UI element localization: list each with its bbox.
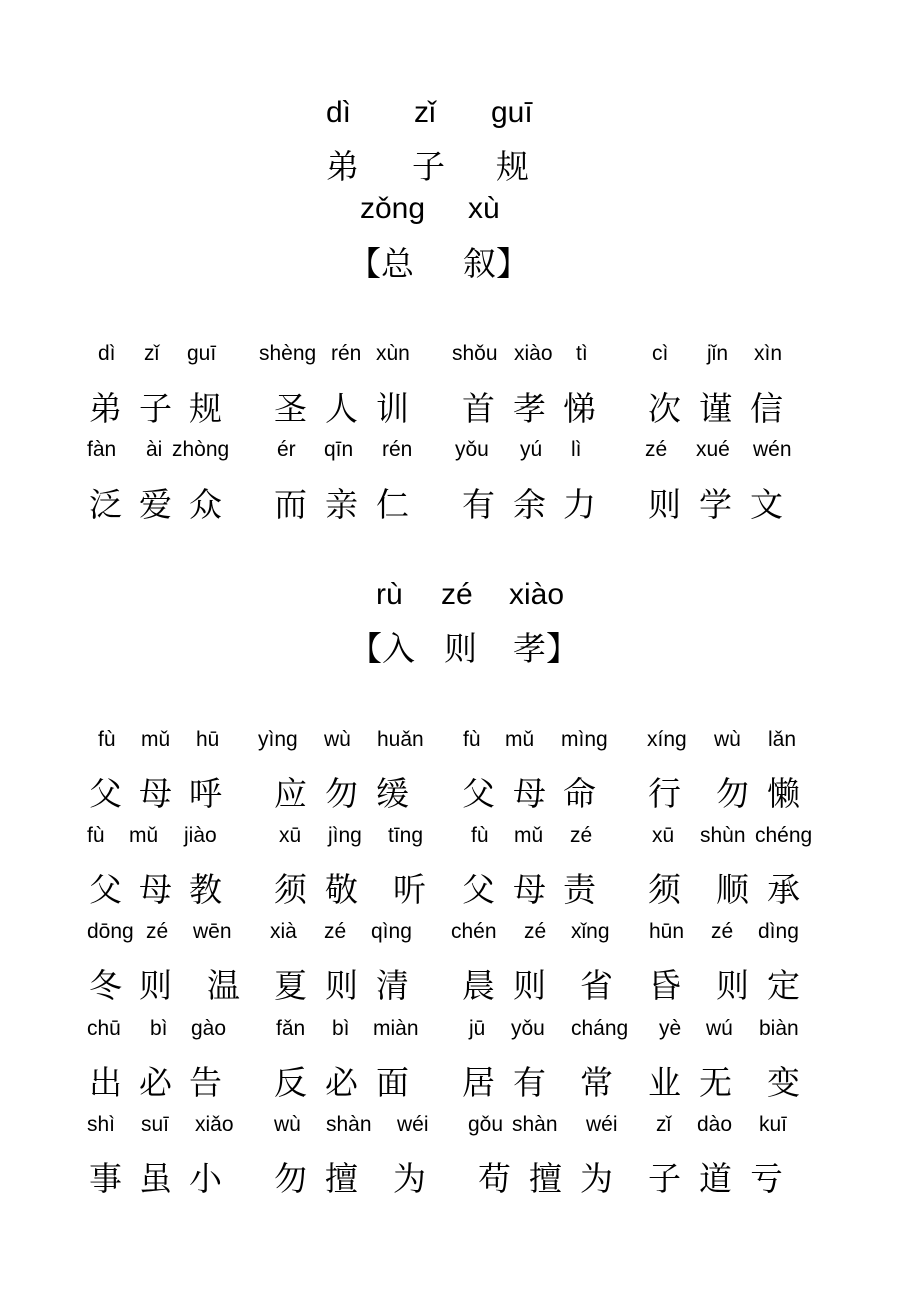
s2-l5-hanzi: 子 [648, 1159, 681, 1198]
s2-l5-pinyin: suī [141, 1113, 170, 1136]
s2-l1-hanzi: 母 [513, 774, 546, 813]
title-hanzi-1: 弟 [326, 147, 359, 186]
s2-l4-pinyin: bì [332, 1017, 350, 1040]
s2-l5-pinyin: kuī [759, 1113, 788, 1136]
s2-l5-pinyin: zǐ [656, 1113, 672, 1136]
s2-l1-pinyin: mìng [561, 728, 608, 751]
s1-l1-hanzi: 孝 [513, 389, 546, 428]
s2-l2-pinyin: jìng [328, 824, 362, 847]
s2-l2-hanzi: 承 [767, 870, 800, 909]
s2-l2-pinyin: mǔ [129, 824, 159, 847]
s2-l4-pinyin: biàn [759, 1017, 799, 1040]
s2-l3-pinyin: qìng [371, 920, 412, 943]
s1-l2-hanzi: 力 [563, 485, 596, 524]
s1-l1-hanzi: 圣 [274, 389, 307, 428]
s2-l5-hanzi: 苟 [478, 1159, 511, 1198]
s1-l1-pinyin: xìn [754, 342, 783, 365]
title-pinyin-2: zǐ [414, 96, 436, 129]
s1-l1-pinyin: cì [652, 342, 669, 365]
s2-l1-hanzi: 父 [89, 774, 122, 813]
s2-l3-pinyin: zé [524, 920, 547, 943]
s1-l2-pinyin: qīn [324, 438, 354, 461]
s2-l2-pinyin: xū [652, 824, 675, 847]
s1-l2-pinyin: zhòng [172, 438, 230, 461]
s2-l2-hanzi: 教 [189, 870, 222, 909]
s1-l1-pinyin: dì [98, 342, 116, 365]
s2-l5-pinyin: wéi [586, 1113, 618, 1136]
s2-l3-hanzi: 则 [325, 966, 358, 1005]
s1-l1-hanzi: 首 [462, 389, 495, 428]
s2-l3-pinyin: hūn [649, 920, 685, 943]
s2-l1-hanzi: 命 [563, 774, 596, 813]
s2-l2-pinyin: zé [570, 824, 593, 847]
s1-l2-pinyin: yǒu [455, 438, 489, 461]
s2-l2-pinyin: fù [87, 824, 105, 847]
s1-l2-pinyin: rén [382, 438, 413, 461]
s2-l2-pinyin: jiào [184, 824, 217, 847]
s1-l2-hanzi: 学 [699, 485, 732, 524]
s2-l1-hanzi: 应 [274, 774, 307, 813]
s2-l2-pinyin: fù [471, 824, 489, 847]
s2-l4-hanzi: 变 [767, 1063, 800, 1102]
s2-l3-pinyin: zé [711, 920, 734, 943]
s2-l3-hanzi: 夏 [274, 966, 307, 1005]
s2-l5-hanzi: 勿 [274, 1159, 307, 1198]
s2-l2-hanzi: 责 [563, 870, 596, 909]
s1-l1-pinyin: guī [187, 342, 217, 365]
s2-l1-hanzi: 父 [462, 774, 495, 813]
s2-l2-pinyin: shùn [700, 824, 746, 847]
s1-l2-pinyin: fàn [87, 438, 117, 461]
s2-l5-hanzi: 亏 [750, 1159, 783, 1198]
s2-l2-pinyin: mǔ [514, 824, 544, 847]
s2-l3-hanzi: 则 [716, 966, 749, 1005]
section2-heading-pinyin-1: rù [376, 578, 403, 611]
s2-l1-pinyin: hū [196, 728, 220, 751]
s2-l2-pinyin: tīng [388, 824, 424, 847]
s2-l4-pinyin: gào [191, 1017, 227, 1040]
s2-l2-hanzi: 父 [462, 870, 495, 909]
s1-l1-hanzi: 训 [376, 389, 409, 428]
s2-l3-hanzi: 昏 [648, 966, 681, 1005]
title-hanzi-2: 子 [412, 147, 445, 186]
s1-l2-hanzi: 仁 [376, 485, 409, 524]
s1-l1-pinyin: zǐ [144, 342, 160, 365]
section2-heading-pinyin-3: xiào [509, 578, 565, 611]
s1-l1-pinyin: rén [331, 342, 362, 365]
s1-l2-hanzi: 则 [648, 485, 681, 524]
s1-l2-hanzi: 泛 [89, 485, 122, 524]
s2-l2-hanzi: 母 [513, 870, 546, 909]
s2-l1-pinyin: yìng [258, 728, 298, 751]
s2-l2-hanzi: 敬 [325, 870, 358, 909]
s2-l4-hanzi: 业 [648, 1063, 681, 1102]
s1-l1-pinyin: jǐn [707, 342, 729, 365]
s2-l3-hanzi: 温 [207, 966, 240, 1005]
s2-l5-pinyin: gǒu [468, 1113, 504, 1136]
s2-l3-pinyin: xià [270, 920, 297, 943]
s1-l2-pinyin: lì [571, 438, 582, 461]
s2-l1-hanzi: 缓 [376, 774, 409, 813]
s2-l1-hanzi: 行 [648, 774, 681, 813]
section2-heading-hanzi-1: 【入 [349, 629, 415, 668]
s2-l3-hanzi: 省 [580, 966, 613, 1005]
s1-l2-pinyin: ér [277, 438, 296, 461]
s2-l1-pinyin: fù [98, 728, 116, 751]
s2-l5-pinyin: shàn [512, 1113, 558, 1136]
s2-l5-hanzi: 事 [89, 1159, 122, 1198]
s2-l3-hanzi: 清 [376, 966, 409, 1005]
s2-l3-pinyin: dōng [87, 920, 134, 943]
s2-l5-hanzi: 为 [580, 1159, 613, 1198]
s2-l5-pinyin: wù [274, 1113, 301, 1136]
s1-l1-pinyin: xùn [376, 342, 410, 365]
s2-l4-hanzi: 告 [189, 1063, 222, 1102]
s2-l2-hanzi: 父 [89, 870, 122, 909]
title-hanzi-3: 规 [496, 147, 529, 186]
title-pinyin-1: dì [326, 96, 352, 129]
s2-l4-pinyin: cháng [571, 1017, 629, 1040]
s1-l2-pinyin: zé [645, 438, 668, 461]
s2-l1-pinyin: huǎn [377, 728, 424, 751]
s2-l5-pinyin: shàn [326, 1113, 372, 1136]
s2-l4-hanzi: 居 [462, 1063, 495, 1102]
s1-l2-hanzi: 爱 [139, 485, 172, 524]
s1-l2-pinyin: yú [520, 438, 543, 461]
s1-l1-hanzi: 人 [325, 389, 358, 428]
title-pinyin-3: guī [491, 96, 533, 129]
s2-l5-hanzi: 道 [699, 1159, 732, 1198]
s2-l1-hanzi: 勿 [716, 774, 749, 813]
s2-l2-hanzi: 须 [648, 870, 681, 909]
s2-l1-hanzi: 勿 [325, 774, 358, 813]
section1-heading-hanzi-2: 叙】 [463, 244, 529, 283]
s2-l3-pinyin: xǐng [571, 920, 610, 943]
s2-l1-pinyin: mǔ [505, 728, 535, 751]
s2-l4-hanzi: 常 [580, 1063, 613, 1102]
s1-l1-hanzi: 弟 [89, 389, 122, 428]
s1-l1-pinyin: xiào [514, 342, 553, 365]
s2-l4-pinyin: yè [659, 1017, 682, 1040]
s1-l1-pinyin: tì [576, 342, 588, 365]
s2-l4-pinyin: jū [469, 1017, 486, 1040]
s2-l4-hanzi: 有 [513, 1063, 546, 1102]
s1-l2-pinyin: xué [696, 438, 730, 461]
s2-l4-hanzi: 必 [325, 1063, 358, 1102]
s2-l2-hanzi: 顺 [716, 870, 749, 909]
s2-l2-hanzi: 听 [393, 870, 426, 909]
s2-l5-hanzi: 虽 [139, 1159, 172, 1198]
section1-heading-hanzi-1: 【总 [348, 244, 414, 283]
s2-l4-pinyin: wú [706, 1017, 733, 1040]
s2-l3-hanzi: 定 [767, 966, 800, 1005]
s2-l5-pinyin: shì [87, 1113, 116, 1136]
s2-l5-hanzi: 擅 [325, 1159, 358, 1198]
section2-heading-hanzi-2: 则 [444, 629, 477, 668]
s2-l3-hanzi: 则 [139, 966, 172, 1005]
s1-l2-hanzi: 众 [189, 485, 222, 524]
s2-l4-pinyin: chū [87, 1017, 121, 1040]
s2-l5-hanzi: 擅 [529, 1159, 562, 1198]
s1-l2-hanzi: 有 [462, 485, 495, 524]
s2-l5-hanzi: 为 [393, 1159, 426, 1198]
s2-l4-pinyin: bì [150, 1017, 168, 1040]
s2-l4-pinyin: yǒu [511, 1017, 545, 1040]
s1-l2-pinyin: wén [753, 438, 792, 461]
s2-l1-pinyin: xíng [647, 728, 687, 751]
section1-heading-pinyin-1: zǒng [360, 192, 426, 225]
s2-l1-pinyin: wù [714, 728, 741, 751]
s1-l1-pinyin: shǒu [452, 342, 498, 365]
s1-l2-hanzi: 而 [274, 485, 307, 524]
s2-l4-pinyin: miàn [373, 1017, 419, 1040]
s2-l4-hanzi: 无 [699, 1063, 732, 1102]
s2-l4-hanzi: 反 [274, 1063, 307, 1102]
s1-l1-hanzi: 悌 [563, 389, 596, 428]
section2-heading-pinyin-2: zé [441, 578, 473, 611]
s1-l1-hanzi: 谨 [699, 389, 732, 428]
section1-heading-pinyin-2: xù [468, 192, 500, 225]
s1-l2-pinyin: ài [146, 438, 163, 461]
s2-l1-hanzi: 母 [139, 774, 172, 813]
s2-l2-pinyin: chéng [755, 824, 813, 847]
s2-l2-pinyin: xū [279, 824, 302, 847]
s2-l3-pinyin: dìng [758, 920, 799, 943]
s2-l2-hanzi: 须 [274, 870, 307, 909]
s2-l1-hanzi: 呼 [189, 774, 222, 813]
s1-l1-hanzi: 规 [189, 389, 222, 428]
s2-l5-pinyin: xiǎo [195, 1113, 234, 1136]
s1-l1-hanzi: 次 [648, 389, 681, 428]
s2-l4-hanzi: 必 [139, 1063, 172, 1102]
s2-l3-pinyin: chén [451, 920, 497, 943]
s2-l1-pinyin: fù [463, 728, 481, 751]
s1-l2-hanzi: 余 [513, 485, 546, 524]
s2-l1-pinyin: wù [324, 728, 351, 751]
s2-l5-pinyin: dào [697, 1113, 733, 1136]
s2-l1-pinyin: mǔ [141, 728, 171, 751]
s2-l3-pinyin: zé [146, 920, 169, 943]
s2-l3-hanzi: 晨 [462, 966, 495, 1005]
s2-l5-hanzi: 小 [189, 1159, 222, 1198]
s2-l3-hanzi: 则 [513, 966, 546, 1005]
s2-l4-hanzi: 出 [89, 1063, 122, 1102]
s1-l2-hanzi: 亲 [325, 485, 358, 524]
s2-l3-pinyin: wēn [193, 920, 232, 943]
s2-l3-pinyin: zé [324, 920, 347, 943]
s1-l2-hanzi: 文 [750, 485, 783, 524]
s2-l3-hanzi: 冬 [89, 966, 122, 1005]
s2-l4-pinyin: fǎn [276, 1017, 306, 1040]
s1-l1-hanzi: 子 [139, 389, 172, 428]
s2-l1-pinyin: lǎn [768, 728, 797, 751]
s1-l1-hanzi: 信 [750, 389, 783, 428]
section2-heading-hanzi-3: 孝】 [513, 629, 579, 668]
s1-l1-pinyin: shèng [259, 342, 317, 365]
s2-l5-pinyin: wéi [397, 1113, 429, 1136]
s2-l1-hanzi: 懒 [767, 774, 800, 813]
s2-l2-hanzi: 母 [139, 870, 172, 909]
s2-l4-hanzi: 面 [376, 1063, 409, 1102]
